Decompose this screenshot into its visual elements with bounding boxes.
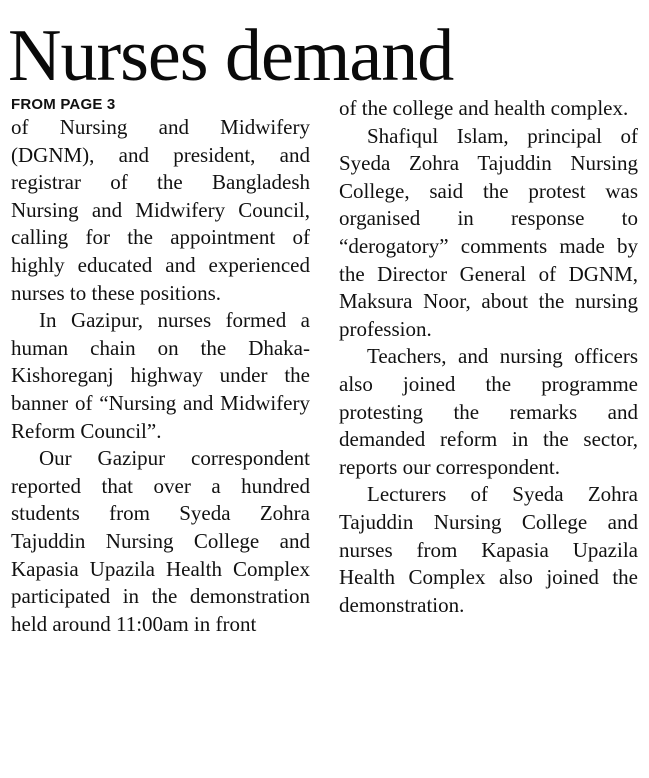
paragraph: In Gazipur, nurses formed a human chain on the Dhaka-Kishoreganj highway under the banner of “Nursing and Midwifery Reform Council”.: [11, 308, 310, 443]
paragraph: Lecturers of Syeda Zohra Tajuddin Nursing College and nurses from Kapasia Upazila Health Complex also joined the demonstration.: [339, 482, 638, 617]
headline: Nurses demand: [8, 15, 454, 97]
left-column: [11, 96, 310, 638]
right-column: [339, 96, 638, 619]
paragraph: of the college and health complex.: [339, 96, 629, 120]
paragraph: Shafiqul Islam, principal of Syeda Zohra Tajuddin Nursing College, said the protest was organised in response to “derogatory” comments made by the Director General of DGNM, Maksura Noor, about the nursing profession.: [339, 123, 638, 341]
continued-from-label: FROM PAGE 3: [11, 96, 116, 113]
paragraph: of Nursing and Midwifery (DGNM), and president, and registrar of the Bangladesh Nursing and Midwifery Council, calling for the appointment of highly educated and experienced nurses to these positions.: [11, 115, 310, 305]
paragraph: Our Gazipur correspondent reported that over a hundred students from Syeda Zohra Tajuddin Nursing College and Kapasia Upazila Health Complex participated in the demonstration held around 11:00am in front: [11, 446, 310, 636]
paragraph: Teachers, and nursing officers also joined the programme protesting the remarks and demanded reform in the sector, reports our correspondent.: [339, 344, 638, 479]
